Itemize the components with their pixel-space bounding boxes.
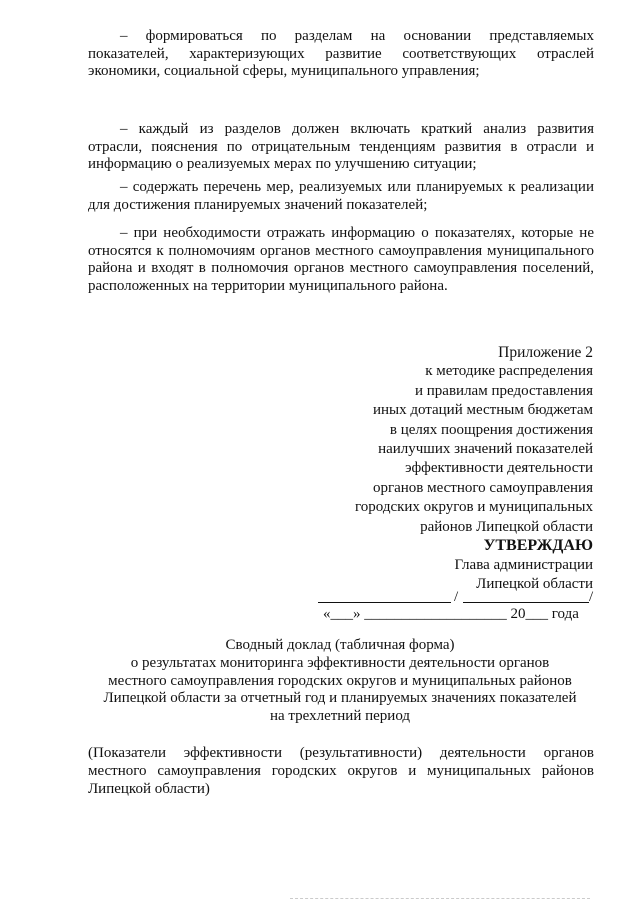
text-line: района и входят в полномочия органов местного самоуправления поселений, <box>88 260 594 277</box>
appendix-line: районов Липецкой области <box>420 518 593 535</box>
signature-slash: / <box>454 589 459 605</box>
appendix-line: эффективности деятельности <box>405 460 593 477</box>
text-line: для достижения планируемых значений показателей; <box>88 196 428 213</box>
text-line: местного самоуправления городских округов и муниципальных районов <box>88 763 594 779</box>
report-title-line: Сводный доклад (табличная форма) <box>225 637 455 653</box>
text-line: – при необходимости отражать информацию о показателях, которые не <box>120 225 594 241</box>
list-item-indicators-info <box>88 225 594 295</box>
text-line: (Показатели эффективности (результативности) деятельности органов <box>88 745 594 761</box>
approval-title: УТВЕРЖДАЮ <box>483 537 593 554</box>
text-line: Липецкой области) <box>88 781 210 797</box>
report-title-line: о результатах мониторинга эффективности деятельности органов <box>130 654 550 671</box>
appendix-line: и правилам предоставления <box>415 382 593 399</box>
approval-block <box>455 536 593 594</box>
signature-line <box>318 589 594 606</box>
appendix-line: наилучших значений показателей <box>378 441 593 458</box>
appendix-line: городских округов и муниципальных <box>354 499 593 516</box>
appendix-line: иных дотаций местным бюджетам <box>372 402 593 419</box>
scan-artifact <box>290 898 590 901</box>
appendix-header <box>355 343 593 537</box>
report-title-line: на трехлетний период <box>269 708 411 725</box>
report-title-line: Липецкой области за отчетный год и планируемых значениях показателей <box>103 690 577 707</box>
report-title <box>60 637 620 726</box>
list-item-section-analysis <box>88 121 594 174</box>
report-title-line: местного самоуправления городских округов и муниципальных районов <box>108 672 572 689</box>
date-line: «___» ___________________ 20___ года <box>323 606 579 622</box>
indicators-note <box>88 744 594 798</box>
appendix-line: в целях поощрения достижения <box>389 421 593 438</box>
text-line: экономики, социальной сферы, муниципального управления; <box>88 63 480 80</box>
signature-slash: / <box>589 589 594 605</box>
text-line: показателей, характеризующих развитие соответствующих отраслей <box>88 45 594 62</box>
text-line: отрасли, пояснения по отрицательным тенденциям развития в отрасли и <box>88 138 594 155</box>
appendix-line: к методике распределения <box>425 363 593 380</box>
list-item-measures-list <box>88 179 594 214</box>
appendix-title: Приложение 2 <box>498 344 593 361</box>
signature-field[interactable] <box>318 589 451 603</box>
text-line: расположенных на территории муниципального района. <box>88 277 448 294</box>
approval-line: Глава администрации <box>454 557 593 573</box>
signature-name-field[interactable] <box>463 589 589 603</box>
text-line: относятся к полномочиям органов местного самоуправления муниципального <box>88 242 594 259</box>
list-item-form-sections <box>88 28 594 81</box>
text-line: – формироваться по разделам на основании представляемых <box>120 28 594 44</box>
text-line: – содержать перечень мер, реализуемых или планируемых к реализации <box>120 179 594 195</box>
text-line: информацию о реализуемых мерах по улучшению ситуации; <box>88 156 477 173</box>
appendix-line: органов местного самоуправления <box>372 479 593 496</box>
text-line: – каждый из разделов должен включать краткий анализ развития <box>120 121 594 137</box>
approval-line: Липецкой области <box>476 576 593 592</box>
